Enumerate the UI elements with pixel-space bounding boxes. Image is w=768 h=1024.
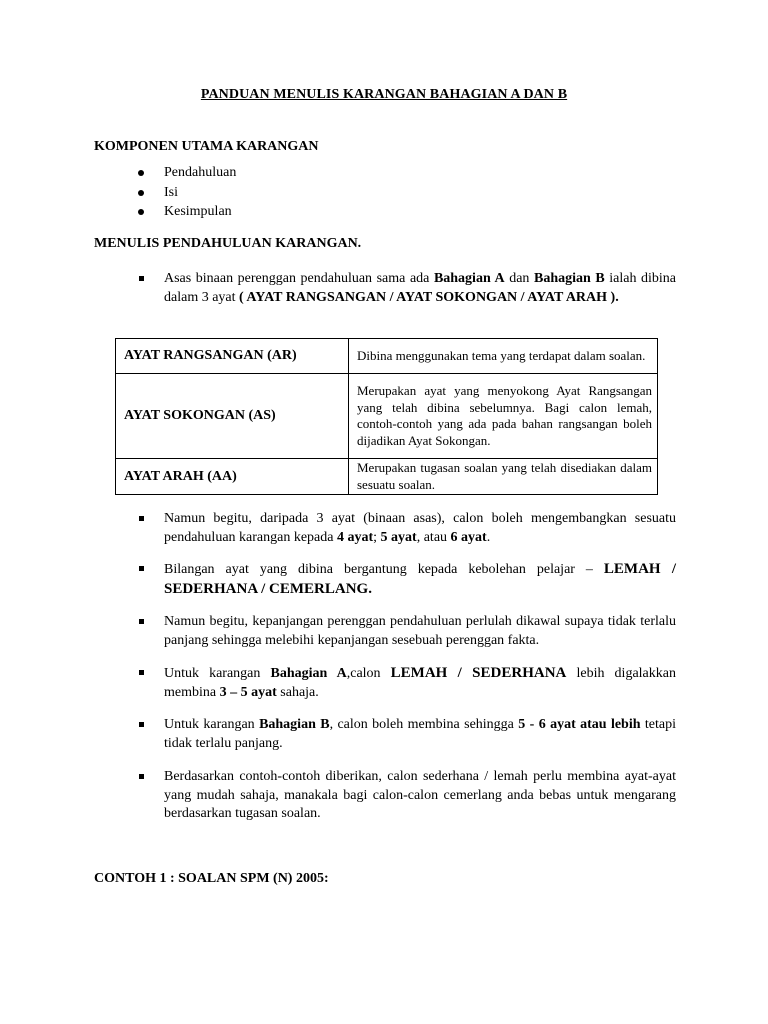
- heading-komponen: KOMPONEN UTAMA KARANGAN: [94, 139, 319, 154]
- paragraph-5: Untuk karangan Bahagian B, calon boleh membina sehingga 5 - 6 ayat atau lebih tetapi tidak terlalu panjang.: [139, 716, 676, 753]
- paragraph-4: Untuk karangan Bahagian A,calon LEMAH / SEDERHANA lebih digalakkan membina 3 – 5 ayat sahaja.: [139, 664, 676, 702]
- ayat-table: [115, 338, 658, 495]
- table-cell-name: AYAT RANGSANGAN (AR): [116, 339, 349, 374]
- table-row: [116, 339, 658, 374]
- heading-contoh: CONTOH 1 : SOALAN SPM (N) 2005:: [94, 871, 329, 886]
- table-cell-desc: Merupakan tugasan soalan yang telah disediakan dalam sesuatu soalan.: [349, 459, 658, 495]
- intro-paragraph: Asas binaan perenggan pendahuluan sama ada Bahagian A dan Bahagian B ialah dibina dalam 3 ayat ( AYAT RANGSANGAN / AYAT SOKONGAN / AYAT ARAH ).: [139, 270, 676, 307]
- table-cell-desc: Dibina menggunakan tema yang terdapat dalam soalan.: [349, 339, 658, 374]
- table-row: [116, 459, 658, 495]
- table-cell-desc: Merupakan ayat yang menyokong Ayat Rangsangan yang telah dibina sebelumnya. Bagi calon lemah, contoh-contoh yang ada pada bahan rangsangan boleh dijadikan Ayat Sokongan.: [349, 374, 658, 459]
- table-cell-name: AYAT ARAH (AA): [116, 459, 349, 495]
- paragraph-1: Namun begitu, daripada 3 ayat (binaan asas), calon boleh mengembangkan sesuatu pendahuluan karangan kepada 4 ayat; 5 ayat, atau 6 ayat.: [139, 510, 676, 547]
- list-item: Kesimpulan: [138, 202, 236, 222]
- square-bullet-icon: [139, 774, 144, 779]
- list-item: Isi: [138, 183, 236, 203]
- square-bullet-icon: [139, 670, 144, 675]
- square-bullet-icon: [139, 516, 144, 521]
- square-bullet-icon: [139, 619, 144, 624]
- page-title: PANDUAN MENULIS KARANGAN BAHAGIAN A DAN B: [200, 87, 568, 102]
- square-bullet-icon: [139, 566, 144, 571]
- bullet-icon: [138, 209, 144, 215]
- komponen-list: [138, 163, 236, 222]
- list-item: Pendahuluan: [138, 163, 236, 183]
- bullet-icon: [138, 190, 144, 196]
- paragraph-3: Namun begitu, kepanjangan perenggan pendahuluan perlulah dikawal supaya tidak terlalu panjang sehingga melebihi kepanjangan sesebuah perenggan fakta.: [139, 613, 676, 650]
- paragraph-2: Bilangan ayat yang dibina bergantung kepada kebolehan pelajar – LEMAH / SEDERHANA / CEMERLANG.: [139, 560, 676, 599]
- paragraph-6: Berdasarkan contoh-contoh diberikan, calon sederhana / lemah perlu membina ayat-ayat yang mudah sahaja, manakala bagi calon-calon cemerlang anda bebas untuk mengarang berdasarkan tugasan soalan.: [139, 768, 676, 824]
- square-bullet-icon: [139, 722, 144, 727]
- bullet-icon: [138, 170, 144, 176]
- square-bullet-icon: [139, 276, 144, 281]
- table-cell-name: AYAT SOKONGAN (AS): [116, 374, 349, 459]
- table-row: [116, 374, 658, 459]
- heading-pendahuluan: MENULIS PENDAHULUAN KARANGAN.: [94, 236, 362, 251]
